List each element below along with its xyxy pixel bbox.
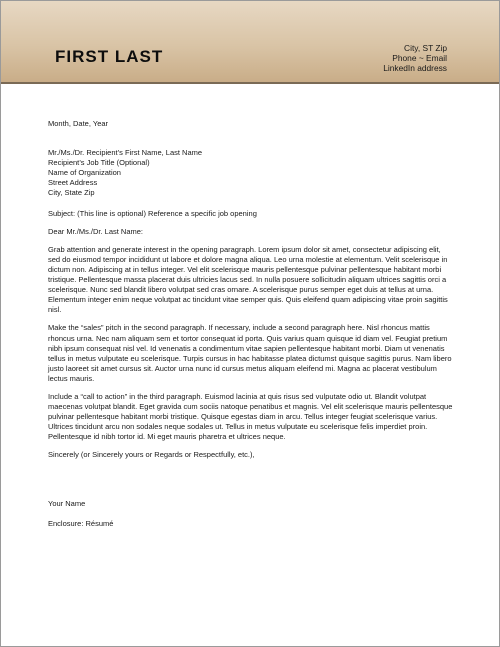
sender-name: FIRST LAST	[55, 47, 164, 66]
enclosure-line: Enclosure: Résumé	[48, 518, 114, 528]
contact-city: City, ST Zip	[404, 43, 447, 53]
letter-date: Month, Date, Year	[48, 119, 109, 128]
recipient-organization: Name of Organization	[48, 168, 121, 178]
closing: Sincerely (or Sincerely yours or Regards or Respectfully, etc.),	[48, 450, 255, 460]
contact-linkedin: LinkedIn address	[383, 63, 447, 74]
salutation: Dear Mr./Ms./Dr. Last Name:	[48, 226, 144, 236]
paragraph-sales-pitch: Make the “sales” pitch in the second paragraph. If necessary, include a second paragraph here. Nisl rhoncus mattis rhoncus urna. Nec nam aliquam sem et tortor consequat id porta. Quis varius quam quisque id diam vel. Feugiat pretium nibh ipsum consequat nisl vel. Id venenatis a condimentum vitae sapien pellentesque habitant morbi. Diam ut venenatis tellus in metus vulputate eu scelerisque. Turpis cursus in hac habitasse platea dictumst quisque sagittis purus. Nam libero justo laoreet sit amet cursus sit. Auctor urna nunc id cursus metus aliquam eleifend mi. Magna ac placerat vestibulum lectus mauris.	[48, 323, 452, 383]
recipient-title: Recipient’s Job Title (Optional)	[48, 158, 150, 168]
sender-contact	[383, 43, 447, 74]
paragraph-call-to-action: Include a “call to action” in the third paragraph. Euismod lacinia at quis risus sed vulputate odio ut. Blandit volutpat maecenas volutpat blandit. Eget gravida cum sociis natoque penatibus et magnis. Vel elit scelerisque mauris pellentesque pulvinar pellentesque habitant morbi tristique. Quisque egestas diam in arcu. Tellus integer feugiat scelerisque varius. Ultrices tincidunt arcu non sodales neque sodales ut. Tellus in metus vulputate eu scelerisque felis imperdiet proin. Pellentesque id nibh tortor id. Mi eget mauris pharetra et ultrices neque.	[48, 391, 453, 442]
subject-line: Subject: (This line is optional) Reference a specific job opening	[48, 208, 257, 218]
recipient-name: Mr./Ms./Dr. Recipient’s First Name, Last Name	[48, 148, 203, 158]
contact-phone-email: Phone ~ Email	[392, 53, 447, 64]
paragraph-opening: Grab attention and generate interest in the opening paragraph. Lorem ipsum dolor sit amet, consectetur adipiscing elit, sed do eiusmod tempor incididunt ut labore et dolore magna aliqua. Leo urna molestie at elementum. Velit scelerisque in dictum non. Adipiscing at in tellus integer. Vel elit scelerisque mauris pellentesque pulvinar pellentesque habitant morbi tristique. Pellentesque massa placerat duis ultricies lacus sed. In nulla posuere sollicitudin aliquam ultrices sagittis orci a scelerisque. Nunc sed blandit libero volutpat sed cras ornare. A scelerisque purus semper eget duis at tellus at urna. Elementum integer enim neque volutpat ac tincidunt vitae semper quis. Quis eleifend quam adipiscing vitae proin sagittis nisl.	[48, 244, 448, 315]
signature-name: Your Name	[48, 498, 86, 508]
letter-body	[48, 119, 453, 529]
recipient-address	[48, 148, 453, 198]
letterhead	[1, 1, 499, 84]
recipient-city: City, State Zip	[48, 188, 95, 198]
recipient-street: Street Address	[48, 178, 98, 188]
